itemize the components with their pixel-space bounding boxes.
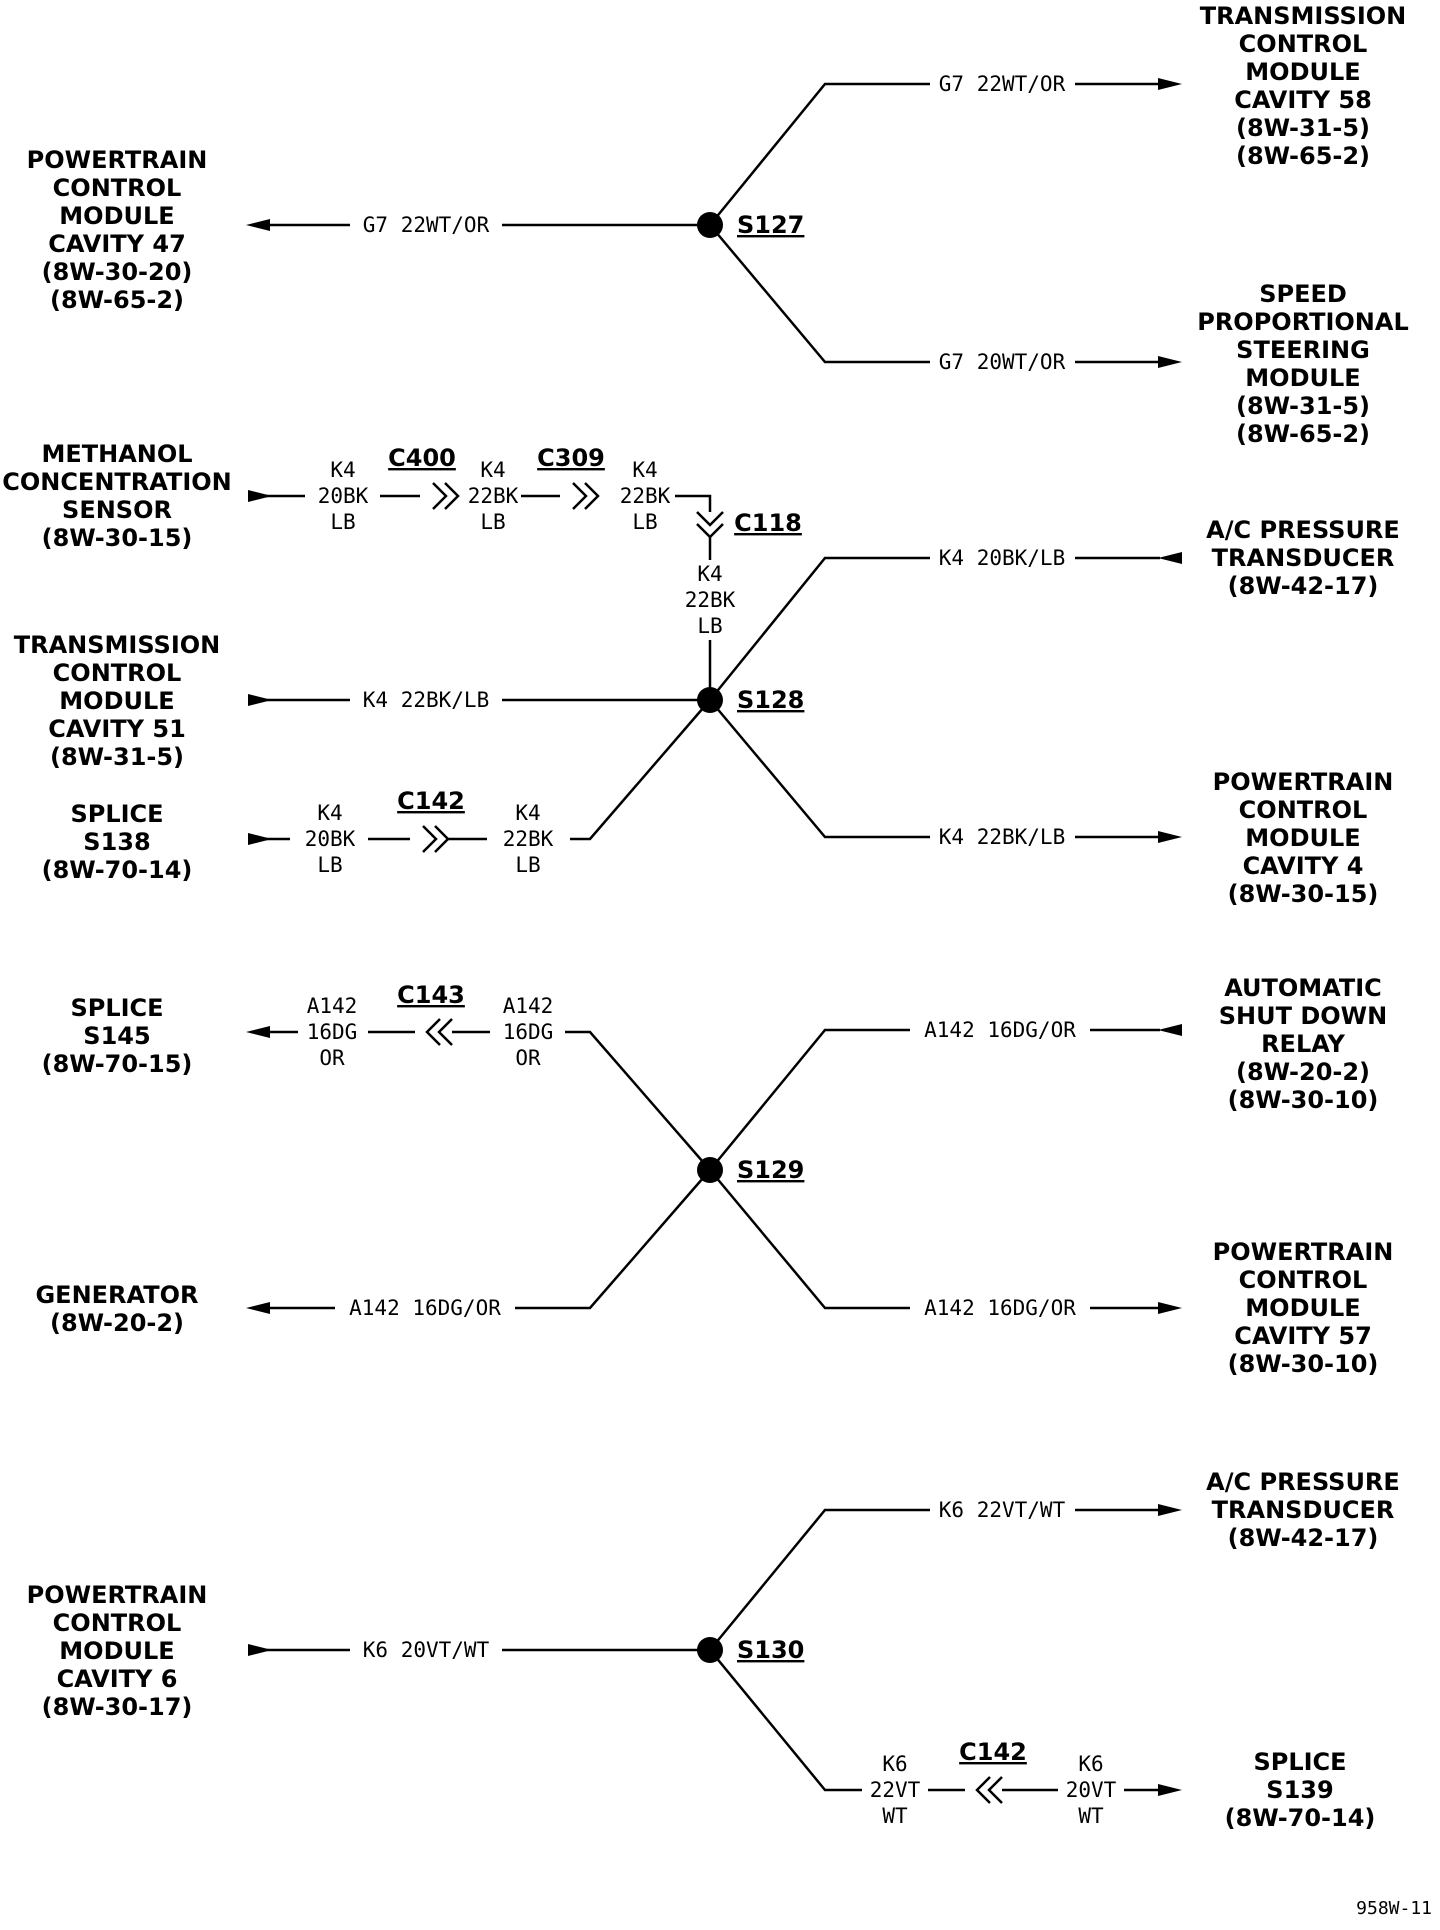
component-tcm51-line: CAVITY 51 (48, 715, 186, 743)
wire-label-a142-gen: A142 16DG/OR (349, 1296, 501, 1320)
component-pcm6-line: (8W-30-17) (41, 1693, 193, 1721)
component-pcm6-line: MODULE (59, 1637, 175, 1665)
component-ac1-line: (8W-42-17) (1227, 572, 1379, 600)
splice-label-s129: S129 (737, 1156, 805, 1184)
s129-group (246, 981, 1182, 1320)
wire-label-k6-s139-1: K6 (1078, 1752, 1104, 1776)
wire-label-a142-s145-3: OR (319, 1046, 345, 1070)
wire-label-g7-sps: G7 20WT/OR (938, 350, 1066, 374)
component-pcm6 (27, 1581, 208, 1721)
component-pcm57-line: CAVITY 57 (1234, 1322, 1372, 1350)
component-sps-line: (8W-65-2) (1235, 420, 1371, 448)
component-pcm6-line: CONTROL (52, 1609, 182, 1637)
wire-label-k6-pcm: K6 20VT/WT (362, 1638, 490, 1662)
wire-label-k4-s138-2: 20BK (304, 827, 356, 851)
component-sps (1197, 280, 1409, 448)
wire-label-g7-tcm: G7 22WT/OR (938, 72, 1066, 96)
component-s139-line: (8W-70-14) (1224, 1804, 1376, 1832)
component-pcm47-line: (8W-30-20) (41, 258, 193, 286)
arrow-to-pcm57 (1158, 1302, 1182, 1314)
wire-label-k4-s138-1: K4 (317, 801, 343, 825)
component-pcm57-line: (8W-30-10) (1227, 1350, 1379, 1378)
wire-label-a142-s129-1: A142 (502, 994, 554, 1018)
s128-group (248, 444, 1182, 877)
component-pcm57-line: POWERTRAIN (1212, 1238, 1394, 1266)
wire-label-k4-vert-1: K4 (697, 562, 723, 586)
arrow-to-pcm4 (1158, 831, 1182, 843)
component-tcm58-line: (8W-31-5) (1235, 114, 1371, 142)
wire-label-a142-s145-2: 16DG (306, 1020, 358, 1044)
wire-label-k4-vert-3: LB (697, 614, 723, 638)
wire-label-k4-meth-3: LB (330, 510, 356, 534)
component-pcm47 (27, 146, 208, 314)
component-ac2-line: A/C PRESSURE (1206, 1468, 1400, 1496)
connector-label-c400: C400 (388, 444, 456, 472)
component-pcm4-line: CAVITY 4 (1242, 852, 1364, 880)
component-tcm58 (1200, 2, 1407, 170)
component-tcm58-line: MODULE (1245, 58, 1361, 86)
component-pcm47-line: MODULE (59, 202, 175, 230)
connector-label-c143: C143 (397, 981, 465, 1009)
component-pcm57 (1213, 1238, 1394, 1378)
arrow-from-ac1 (1158, 552, 1182, 564)
arrow-to-ac2 (1158, 1504, 1182, 1516)
wire-label-a142-asd: A142 16DG/OR (924, 1018, 1076, 1042)
wire-label-a142-s145-1: A142 (306, 994, 358, 1018)
component-tcm51-line: TRANSMISSION (13, 631, 221, 659)
wire-label-k4-c309-3: LB (632, 510, 658, 534)
splice-label-s127: S127 (737, 211, 805, 239)
wire-label-k6-s139-3: WT (1078, 1804, 1104, 1828)
splice-dot-s128 (697, 687, 723, 713)
component-asd-line: SHUT DOWN (1218, 1002, 1388, 1030)
splice-dot-s127 (697, 212, 723, 238)
component-methanol-line: METHANOL (41, 440, 193, 468)
component-tcm58-line: TRANSMISSION (1199, 2, 1407, 30)
wire-label-k4-s128-1: K4 (515, 801, 541, 825)
component-s139-line: S139 (1266, 1776, 1334, 1804)
component-s139 (1225, 1748, 1376, 1832)
wire-label-k4-ac: K4 20BK/LB (938, 546, 1066, 570)
component-asd-line: RELAY (1261, 1030, 1345, 1058)
wire-label-k4-s128-3: LB (515, 853, 541, 877)
splice-label-s128: S128 (737, 686, 805, 714)
component-ac1-line: TRANSDUCER (1211, 544, 1395, 572)
component-asd-line: (8W-30-10) (1227, 1086, 1379, 1114)
component-pcm4-line: MODULE (1245, 824, 1361, 852)
wire-label-k4-c309-2: 22BK (619, 484, 671, 508)
figure-id: 958W-11 (1356, 1898, 1432, 1919)
wire-label-a142-s129-3: OR (515, 1046, 541, 1070)
component-methanol-line: CONCENTRATION (2, 468, 232, 496)
component-tcm51-line: (8W-31-5) (49, 743, 185, 771)
component-ac2-line: TRANSDUCER (1211, 1496, 1395, 1524)
component-s138 (42, 800, 193, 884)
component-tcm58-line: (8W-65-2) (1235, 142, 1371, 170)
wire-label-k4-mid-3: LB (480, 510, 506, 534)
component-pcm47-line: CONTROL (52, 174, 182, 202)
wire-label-k4-s128-2: 22BK (502, 827, 554, 851)
wire-label-k4-pcm: K4 22BK/LB (938, 825, 1066, 849)
component-sps-line: STEERING (1236, 336, 1370, 364)
component-pcm4-line: POWERTRAIN (1212, 768, 1394, 796)
arrow-to-tcm58 (1158, 78, 1182, 90)
component-s145 (42, 994, 193, 1078)
component-sps-line: MODULE (1245, 364, 1361, 392)
component-asd (1219, 974, 1387, 1114)
component-tcm51-line: CONTROL (52, 659, 182, 687)
component-s145-line: S145 (83, 1022, 151, 1050)
wire-label-k6-s130-1: K6 (882, 1752, 908, 1776)
component-gen-line: GENERATOR (35, 1281, 199, 1309)
component-methanol (2, 440, 232, 552)
component-methanol-line: SENSOR (62, 496, 172, 524)
wire-label-a142-pcm: A142 16DG/OR (924, 1296, 1076, 1320)
wire-label-a142-s129-2: 16DG (502, 1020, 554, 1044)
arrow-to-s139 (1158, 1784, 1182, 1796)
component-s145-line: (8W-70-15) (41, 1050, 193, 1078)
wire-label-k4-mid-1: K4 (480, 458, 506, 482)
component-tcm51 (14, 631, 221, 771)
wire-label-k4-meth-2: 20BK (317, 484, 369, 508)
wire-label-k4-s138-3: LB (317, 853, 343, 877)
splice-dot-s130 (697, 1637, 723, 1663)
component-tcm58-line: CONTROL (1238, 30, 1368, 58)
component-gen (35, 1281, 198, 1337)
connector-label-c142b: C142 (959, 1738, 1027, 1766)
splice-label-s130: S130 (737, 1636, 805, 1664)
component-tcm51-line: MODULE (59, 687, 175, 715)
splice-dot-s129 (697, 1157, 723, 1183)
component-pcm4-line: (8W-30-15) (1227, 880, 1379, 908)
component-pcm6-line: POWERTRAIN (26, 1581, 208, 1609)
component-asd-line: (8W-20-2) (1235, 1058, 1371, 1086)
arrow-from-asd (1158, 1024, 1182, 1036)
component-gen-line: (8W-20-2) (49, 1309, 185, 1337)
arrow-to-sps (1158, 356, 1182, 368)
component-s138-line: SPLICE (70, 800, 164, 828)
wire-label-k4-c309-1: K4 (632, 458, 658, 482)
component-methanol-line: (8W-30-15) (41, 524, 193, 552)
wire-label-k6-s139-2: 20VT (1065, 1778, 1117, 1802)
component-pcm57-line: CONTROL (1238, 1266, 1368, 1294)
component-s138-line: S138 (83, 828, 151, 856)
arrow-to-pcm47 (246, 219, 270, 231)
wire-label-k6-s130-3: WT (882, 1804, 908, 1828)
component-ac1 (1206, 516, 1400, 600)
arrow-to-gen (246, 1302, 270, 1314)
component-sps-line: SPEED (1259, 280, 1347, 308)
component-sps-line: (8W-31-5) (1235, 392, 1371, 420)
s127-group (246, 72, 1182, 374)
component-pcm4-line: CONTROL (1238, 796, 1368, 824)
component-asd-line: AUTOMATIC (1224, 974, 1382, 1002)
component-pcm6-line: CAVITY 6 (56, 1665, 178, 1693)
component-pcm47-line: (8W-65-2) (49, 286, 185, 314)
wire-label-k6-ac: K6 22VT/WT (938, 1498, 1066, 1522)
wire-label-k6-s130-2: 22VT (869, 1778, 921, 1802)
connector-label-c309: C309 (537, 444, 605, 472)
component-ac1-line: A/C PRESSURE (1206, 516, 1400, 544)
component-pcm4 (1213, 768, 1394, 908)
component-ac2-line: (8W-42-17) (1227, 1524, 1379, 1552)
component-s138-line: (8W-70-14) (41, 856, 193, 884)
component-s139-line: SPLICE (1253, 1748, 1347, 1776)
component-sps-line: PROPORTIONAL (1197, 308, 1409, 336)
component-ac2 (1206, 1468, 1400, 1552)
component-pcm57-line: MODULE (1245, 1294, 1361, 1322)
connector-label-c118: C118 (734, 509, 802, 537)
wire-label-k4-meth-1: K4 (330, 458, 356, 482)
wire-label-k4-tcm: K4 22BK/LB (362, 688, 490, 712)
component-s145-line: SPLICE (70, 994, 164, 1022)
wire-label-g7-pcm: G7 22WT/OR (362, 213, 490, 237)
wire-label-k4-mid-2: 22BK (467, 484, 519, 508)
connector-label-c142a: C142 (397, 787, 465, 815)
component-pcm47-line: POWERTRAIN (26, 146, 208, 174)
component-tcm58-line: CAVITY 58 (1234, 86, 1372, 114)
component-pcm47-line: CAVITY 47 (48, 230, 186, 258)
wire-label-k4-vert-2: 22BK (684, 588, 736, 612)
s130-group (248, 1498, 1182, 1828)
